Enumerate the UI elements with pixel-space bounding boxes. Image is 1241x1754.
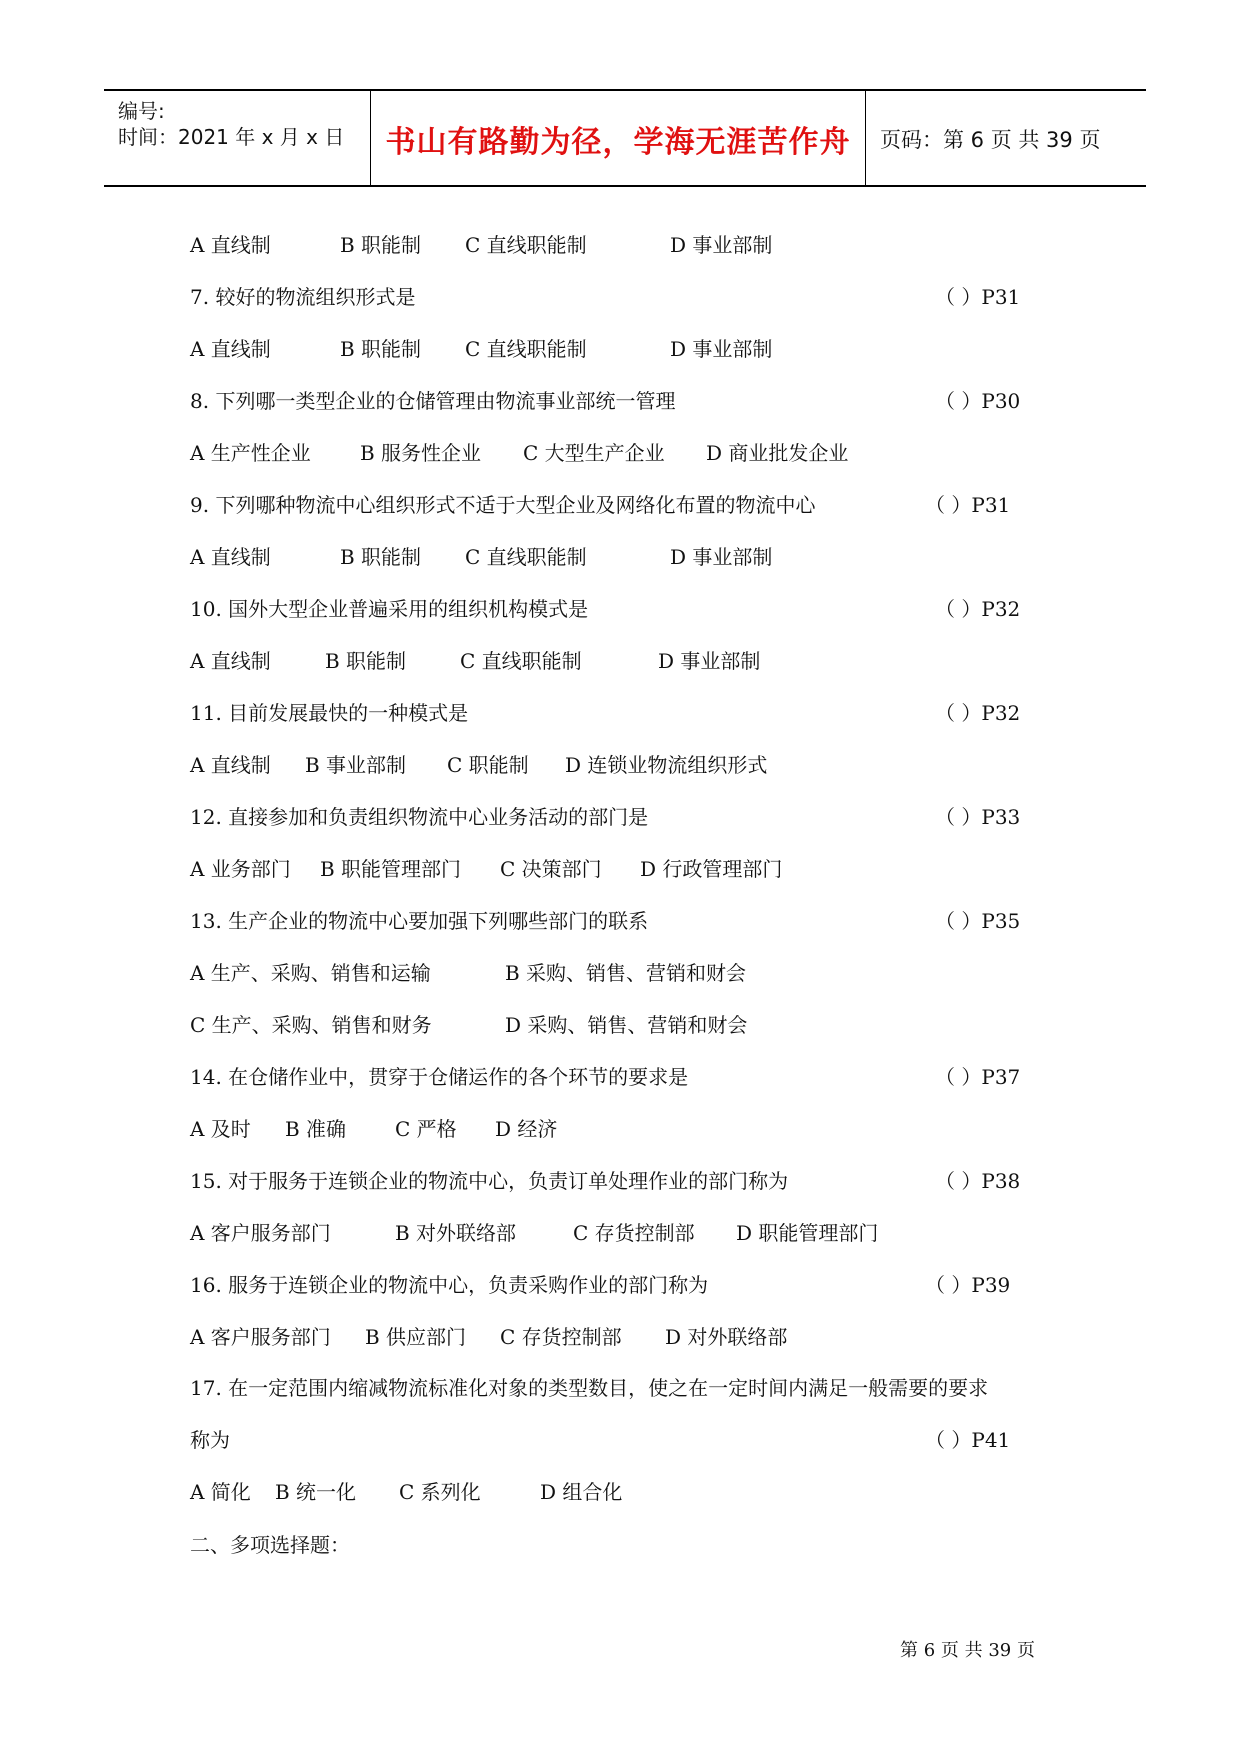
option-text: D 职能管理部门 [736,1221,879,1245]
question-text: 17. 在一定范围内缩减物流标准化对象的类型数目，使之在一定时间内满足一般需要的要求 [190,1376,989,1400]
question-text: 13. 生产企业的物流中心要加强下列哪些部门的联系 [190,909,649,933]
question-text: 14. 在仓储作业中，贯穿于仓储运作的各个环节的要求是 [190,1065,689,1089]
option-text: C 决策部门 [500,857,602,881]
header-table [104,89,1146,187]
option-text: D 经济 [495,1117,558,1141]
answer-blank-page-ref: （ ）P31 [925,493,1011,517]
option-text: A 生产、采购、销售和运输 [190,961,431,985]
answer-blank-page-ref: （ ）P31 [935,285,1021,309]
question-text: 16. 服务于连锁企业的物流中心，负责采购作业的部门称为 [190,1273,709,1297]
header-motto-cell [371,91,866,185]
question-text: 7. 较好的物流组织形式是 [190,285,416,309]
option-text: B 职能制 [340,545,422,569]
answer-blank-page-ref: （ ）P32 [935,701,1021,725]
option-text: A 业务部门 [190,857,291,881]
header-motto: 书山有路勤为径，学海无涯苦作舟 [385,125,851,160]
option-text: B 对外联络部 [395,1221,517,1245]
option-text: C 直线职能制 [465,233,587,257]
question-text: 9. 下列哪种物流中心组织形式不适于大型企业及网络化布置的物流中心 [190,493,816,517]
question-text: 8. 下列哪一类型企业的仓储管理由物流事业部统一管理 [190,389,676,413]
document-number-label: 编号: [118,99,165,123]
option-text: D 连锁业物流组织形式 [565,753,768,777]
option-text: A 生产性企业 [190,441,311,465]
option-text: D 行政管理部门 [640,857,783,881]
option-text: B 职能制 [325,649,407,673]
option-text: B 职能制 [340,337,422,361]
option-text: A 直线制 [190,753,271,777]
header-pagecode-cell [866,91,1146,185]
option-text: C 大型生产企业 [523,441,665,465]
option-text: C 直线职能制 [465,545,587,569]
answer-blank-page-ref: （ ）P38 [935,1169,1021,1193]
option-text: C 存货控制部 [500,1325,622,1349]
option-text: B 采购、销售、营销和财会 [505,961,747,985]
option-text: A 客户服务部门 [190,1325,331,1349]
answer-blank-page-ref: （ ）P35 [935,909,1021,933]
question-text: 称为 [190,1428,230,1452]
option-text: D 事业部制 [670,233,773,257]
option-text: A 直线制 [190,545,271,569]
answer-blank-page-ref: （ ）P39 [925,1273,1011,1297]
option-text: C 职能制 [447,753,529,777]
answer-blank-page-ref: （ ）P32 [935,597,1021,621]
option-text: D 对外联络部 [665,1325,788,1349]
question-text: 11. 目前发展最快的一种模式是 [190,701,469,725]
question-text: 12. 直接参加和负责组织物流中心业务活动的部门是 [190,805,649,829]
option-text: B 职能制 [340,233,422,257]
answer-blank-page-ref: （ ）P41 [925,1428,1011,1452]
option-text: C 严格 [395,1117,457,1141]
option-text: C 存货控制部 [573,1221,695,1245]
question-text: 10. 国外大型企业普遍采用的组织机构模式是 [190,597,589,621]
option-text: B 准确 [285,1117,347,1141]
header-meta-cell [104,91,371,185]
option-text: C 生产、采购、销售和财务 [190,1013,432,1037]
answer-blank-page-ref: （ ）P33 [935,805,1021,829]
option-text: A 简化 [190,1480,251,1504]
option-text: D 采购、销售、营销和财会 [505,1013,748,1037]
answer-blank-page-ref: （ ）P37 [935,1065,1021,1089]
option-text: A 直线制 [190,649,271,673]
option-text: D 组合化 [540,1480,623,1504]
option-text: B 供应部门 [365,1325,467,1349]
question-text: 二、多项选择题： [190,1533,350,1557]
option-text: A 直线制 [190,233,271,257]
option-text: B 统一化 [275,1480,357,1504]
option-text: B 服务性企业 [360,441,482,465]
option-text: B 事业部制 [305,753,407,777]
page-footer: 第 6 页 共 39 页 [900,1640,1035,1661]
header-page-code: 页码：第 6 页 共 39 页 [880,128,1101,152]
option-text: B 职能管理部门 [320,857,462,881]
option-text: D 事业部制 [658,649,761,673]
answer-blank-page-ref: （ ）P30 [935,389,1021,413]
question-text: 15. 对于服务于连锁企业的物流中心，负责订单处理作业的部门称为 [190,1169,789,1193]
option-text: A 直线制 [190,337,271,361]
option-text: D 事业部制 [670,337,773,361]
option-text: A 客户服务部门 [190,1221,331,1245]
option-text: C 系列化 [399,1480,481,1504]
option-text: C 直线职能制 [465,337,587,361]
option-text: D 商业批发企业 [706,441,849,465]
option-text: A 及时 [190,1117,251,1141]
document-time-label: 时间：2021 年 x 月 x 日 [118,125,345,149]
option-text: C 直线职能制 [460,649,582,673]
option-text: D 事业部制 [670,545,773,569]
